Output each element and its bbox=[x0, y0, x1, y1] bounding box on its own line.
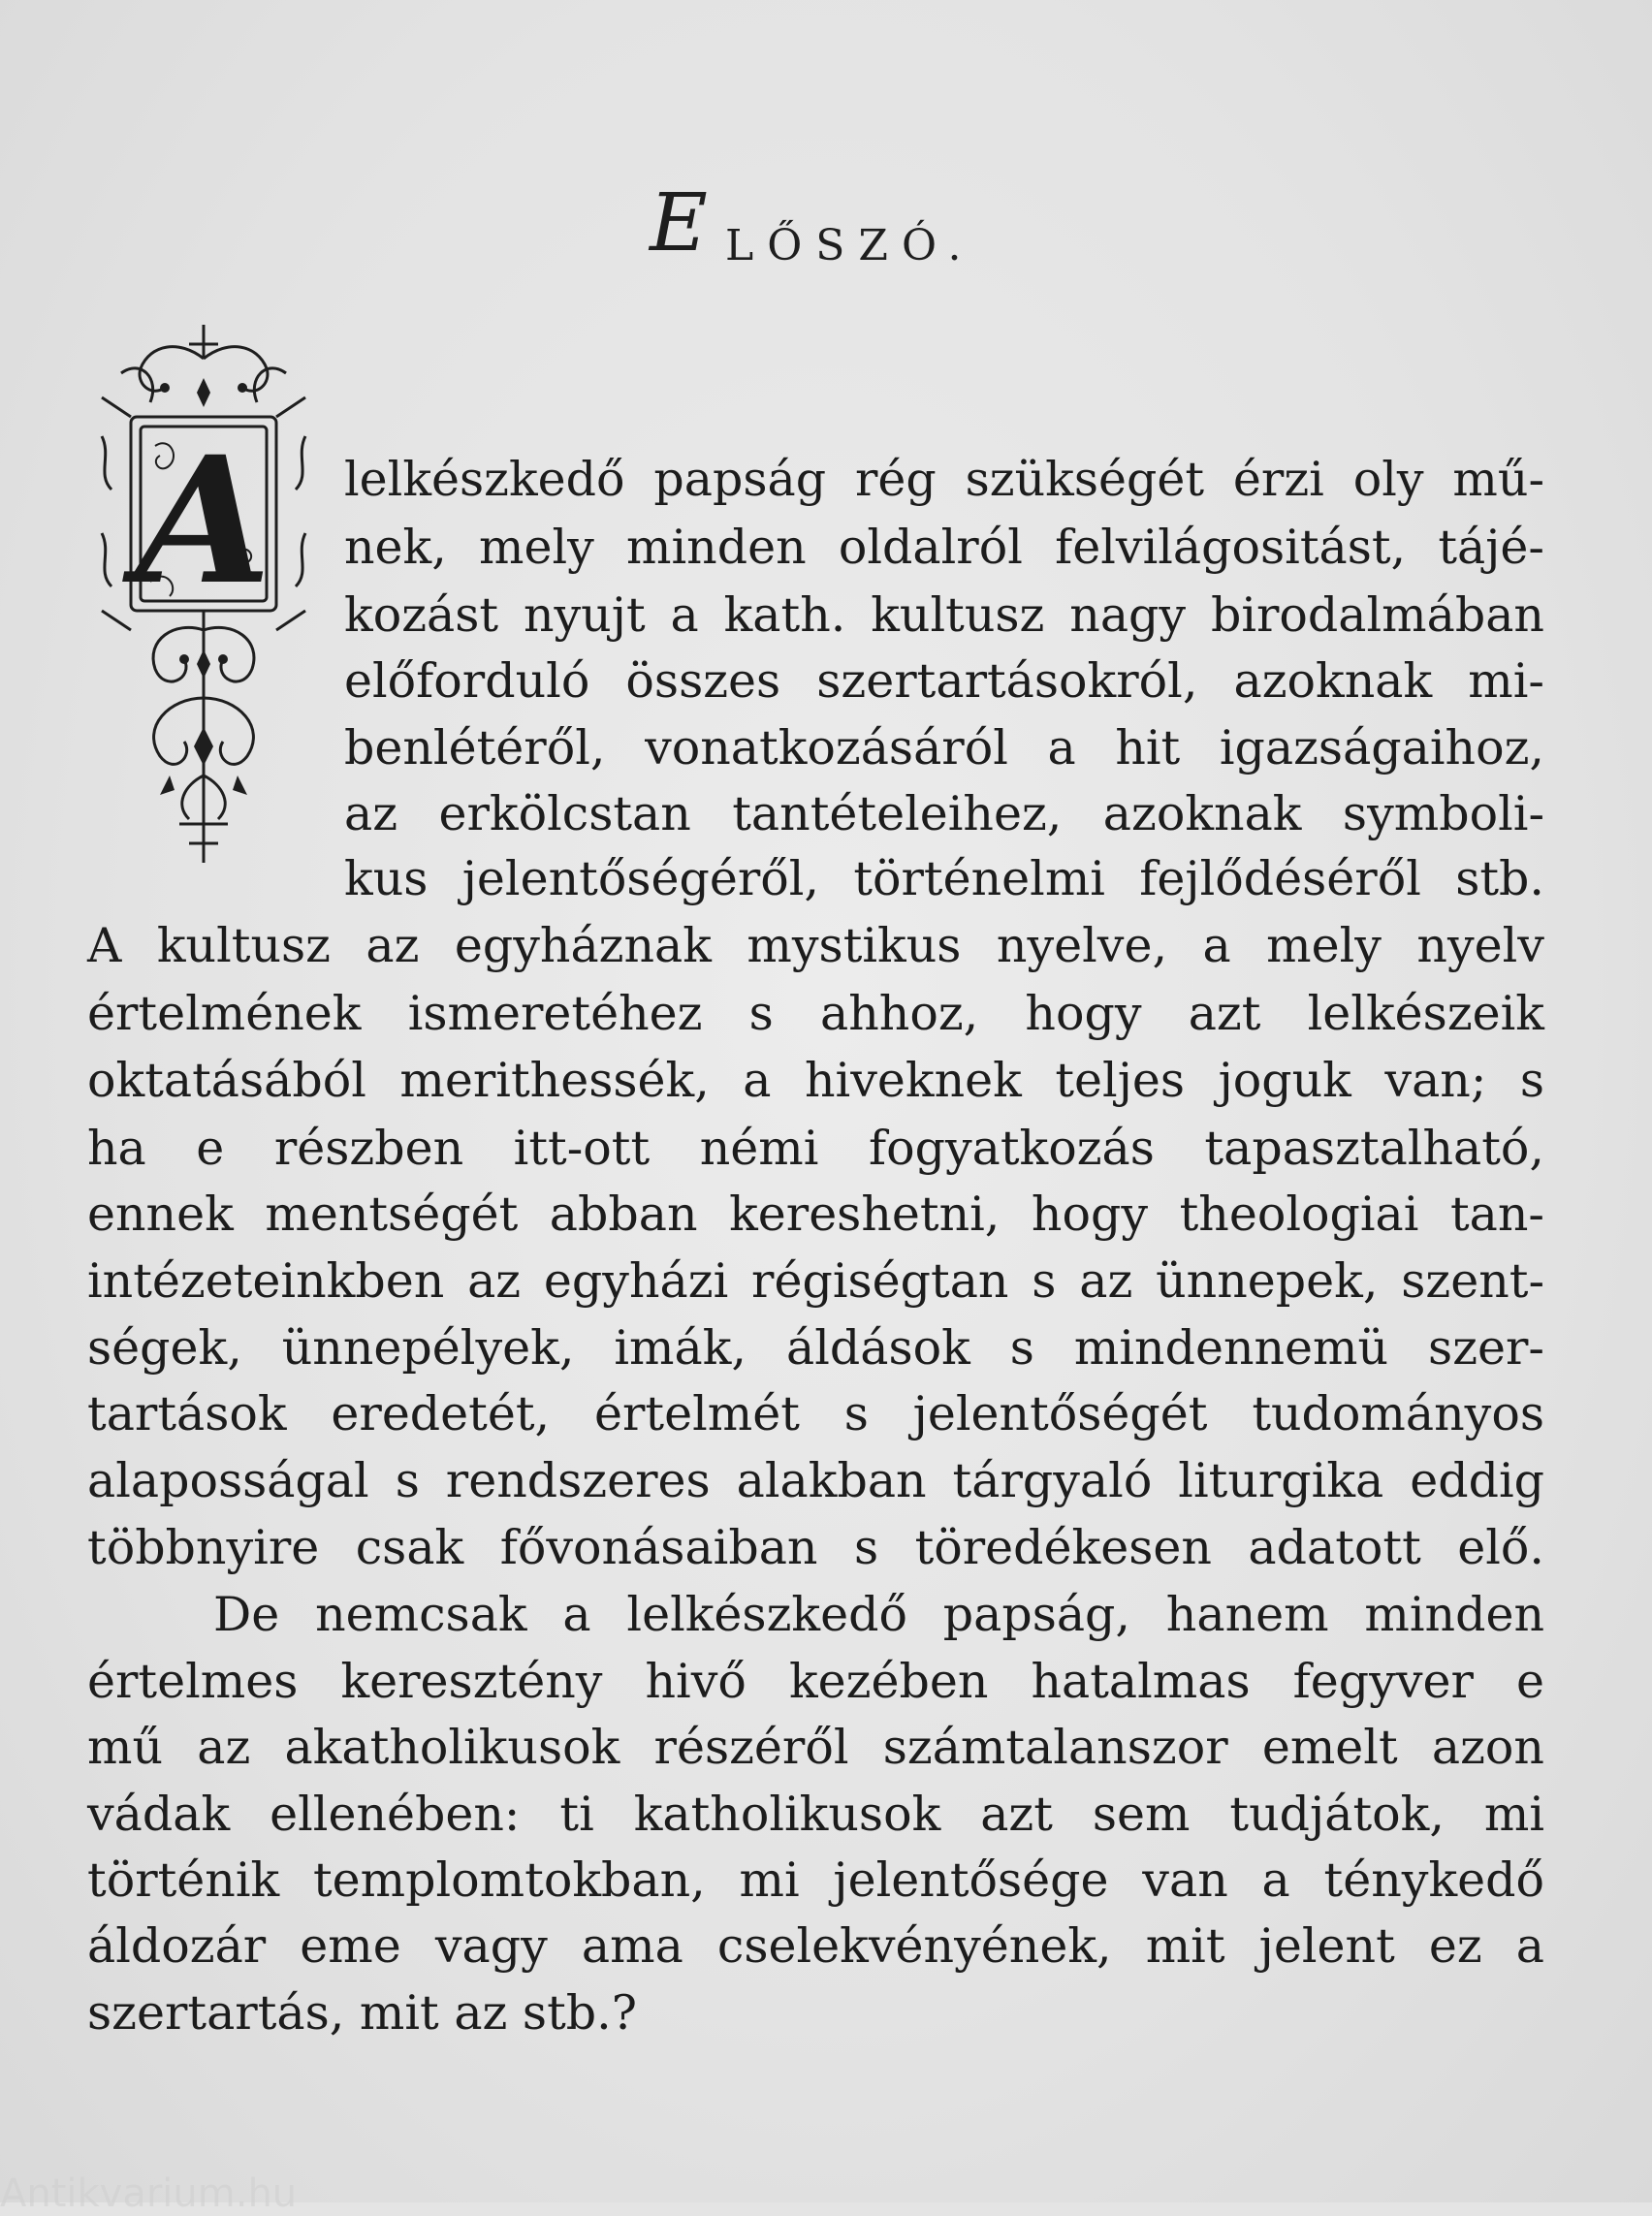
dropcap-letter: A bbox=[136, 419, 271, 623]
text-line: szertartás, mit az stb.? bbox=[87, 1985, 637, 2041]
title-rest: LŐSZÓ. bbox=[725, 221, 975, 270]
ornamental-dropcap bbox=[82, 320, 325, 892]
text-line: áldozár eme vagy ama cselekvényének, mit jelent ez a bbox=[87, 1918, 1544, 1974]
title-initial: E bbox=[650, 177, 708, 269]
text-line: ha e részben itt-ott némi fogyatkozás tapasztalható, bbox=[87, 1121, 1544, 1176]
text-line: kus jelentőségéről, történelmi fejlődéséről stb. bbox=[344, 851, 1544, 906]
text-line: előforduló összes szertartásokról, azoknak mi- bbox=[344, 653, 1544, 709]
text-line: mű az akatholikusok részéről számtalanszor emelt azon bbox=[87, 1720, 1544, 1775]
text-line: többnyire csak fővonásaiban s töredékesen adatott elő. bbox=[87, 1520, 1544, 1575]
text-line: benlétéről, vonatkozásáról a hit igazságaihoz, bbox=[344, 720, 1544, 776]
text-line: nek, mely minden oldalról felvilágositást, tájé- bbox=[344, 520, 1544, 575]
text-line: alaposságal s rendszeres alakban tárgyaló liturgika eddig bbox=[87, 1453, 1544, 1508]
text-line: kozást nyujt a kath. kultusz nagy birodalmában bbox=[344, 587, 1544, 643]
text-line: A kultusz az egyháznak mystikus nyelve, a mely nyelv bbox=[87, 918, 1544, 973]
text-line: vádak ellenében: ti katholikusok azt sem tudjátok, mi bbox=[87, 1787, 1544, 1842]
text-line: lelkészkedő papság rég szükségét érzi oly mű- bbox=[344, 452, 1544, 507]
text-line: intézeteinkben az egyházi régiségtan s az ünnepek, szent- bbox=[87, 1253, 1544, 1309]
text-line: tartások eredetét, értelmét s jelentőségét tudományos bbox=[87, 1386, 1544, 1441]
watermark: Antikvarium.hu bbox=[0, 2171, 298, 2216]
text-line: értelmének ismeretéhez s ahhoz, hogy azt lelkészeik bbox=[87, 986, 1544, 1041]
text-line: értelmes keresztény hivő kezében hatalmas fegyver e bbox=[87, 1654, 1544, 1709]
text-line: ennek mentségét abban kereshetni, hogy theologiai tan- bbox=[87, 1187, 1544, 1242]
text-line: ségek, ünnepélyek, imák, áldások s mindennemü szer- bbox=[87, 1320, 1544, 1376]
text-line: történik templomtokban, mi jelentősége van a ténykedő bbox=[87, 1852, 1544, 1908]
page-title bbox=[650, 177, 1057, 310]
text-line: az erkölcstan tantételeihez, azoknak symboli- bbox=[344, 786, 1544, 841]
text-line: oktatásából merithessék, a hiveknek teljes joguk van; s bbox=[87, 1053, 1544, 1108]
text-line: De nemcsak a lelkészkedő papság, hanem minden bbox=[213, 1587, 1544, 1642]
